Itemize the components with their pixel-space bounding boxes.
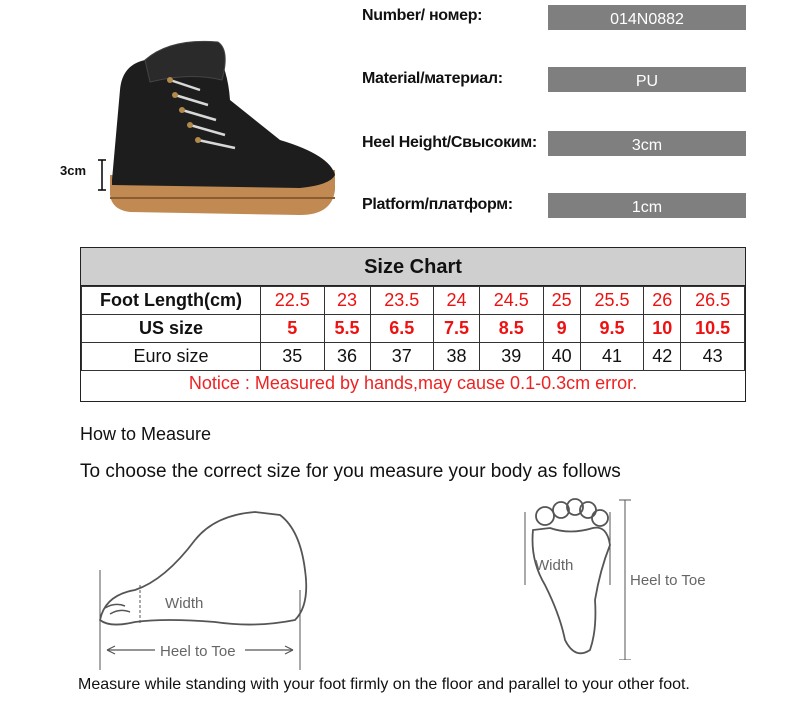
size-cell: 23 — [324, 287, 370, 315]
size-cell: 9 — [543, 315, 580, 343]
size-cell: 10 — [644, 315, 681, 343]
heel-height-value: 3cm — [548, 131, 746, 156]
number-value: 014N0882 — [548, 5, 746, 30]
size-chart-title: Size Chart — [81, 248, 745, 286]
size-row-label: Foot Length(cm) — [82, 287, 261, 315]
boot-image — [50, 20, 350, 235]
size-cell: 10.5 — [681, 315, 745, 343]
platform-label: Platform/платформ: — [362, 196, 513, 213]
how-to-measure-intro: To choose the correct size for you measure your body as follows — [80, 461, 621, 482]
foot-sole-diagram — [515, 490, 745, 660]
heel-height-label: Heel Height/Свысоким: — [362, 134, 537, 151]
size-cell: 22.5 — [261, 287, 325, 315]
size-row — [82, 287, 745, 315]
number-label: Number/ номер: — [362, 7, 483, 24]
size-table — [81, 286, 745, 371]
size-cell: 9.5 — [580, 315, 644, 343]
size-chart — [80, 247, 746, 402]
size-cell: 8.5 — [480, 315, 544, 343]
material-label: Material/материал: — [362, 70, 503, 87]
size-cell: 26 — [644, 287, 681, 315]
size-row-label: US size — [82, 315, 261, 343]
sole-heel-label: Heel to Toe — [630, 572, 706, 589]
sole-width-label: Width — [535, 557, 574, 574]
size-cell: 39 — [480, 343, 544, 371]
heel-height-marker: 3cm — [60, 163, 87, 178]
size-cell: 36 — [324, 343, 370, 371]
side-width-label: Width — [165, 595, 204, 612]
size-cell: 37 — [370, 343, 434, 371]
size-cell: 25 — [543, 287, 580, 315]
size-cell: 41 — [580, 343, 644, 371]
size-cell: 6.5 — [370, 315, 434, 343]
size-cell: 25.5 — [580, 287, 644, 315]
size-cell: 42 — [644, 343, 681, 371]
size-cell: 26.5 — [681, 287, 745, 315]
size-cell: 24.5 — [480, 287, 544, 315]
material-value: PU — [548, 67, 746, 92]
size-cell: 24 — [434, 287, 480, 315]
size-cell: 5 — [261, 315, 325, 343]
size-row — [82, 343, 745, 371]
size-cell: 40 — [543, 343, 580, 371]
size-cell: 23.5 — [370, 287, 434, 315]
size-cell: 5.5 — [324, 315, 370, 343]
how-to-measure-heading: How to Measure — [80, 424, 212, 444]
size-row — [82, 315, 745, 343]
foot-side-diagram — [95, 510, 335, 670]
measure-caption: Measure while standing with your foot firmly on the floor and parallel to your other foot. — [78, 676, 690, 693]
size-cell: 35 — [261, 343, 325, 371]
size-notice: Notice : Measured by hands,may cause 0.1-0.3cm error. — [188, 373, 638, 393]
size-cell: 43 — [681, 343, 745, 371]
side-heel-label: Heel to Toe — [160, 643, 236, 660]
size-cell: 7.5 — [434, 315, 480, 343]
size-cell: 38 — [434, 343, 480, 371]
platform-value: 1cm — [548, 193, 746, 218]
size-row-label: Euro size — [82, 343, 261, 371]
